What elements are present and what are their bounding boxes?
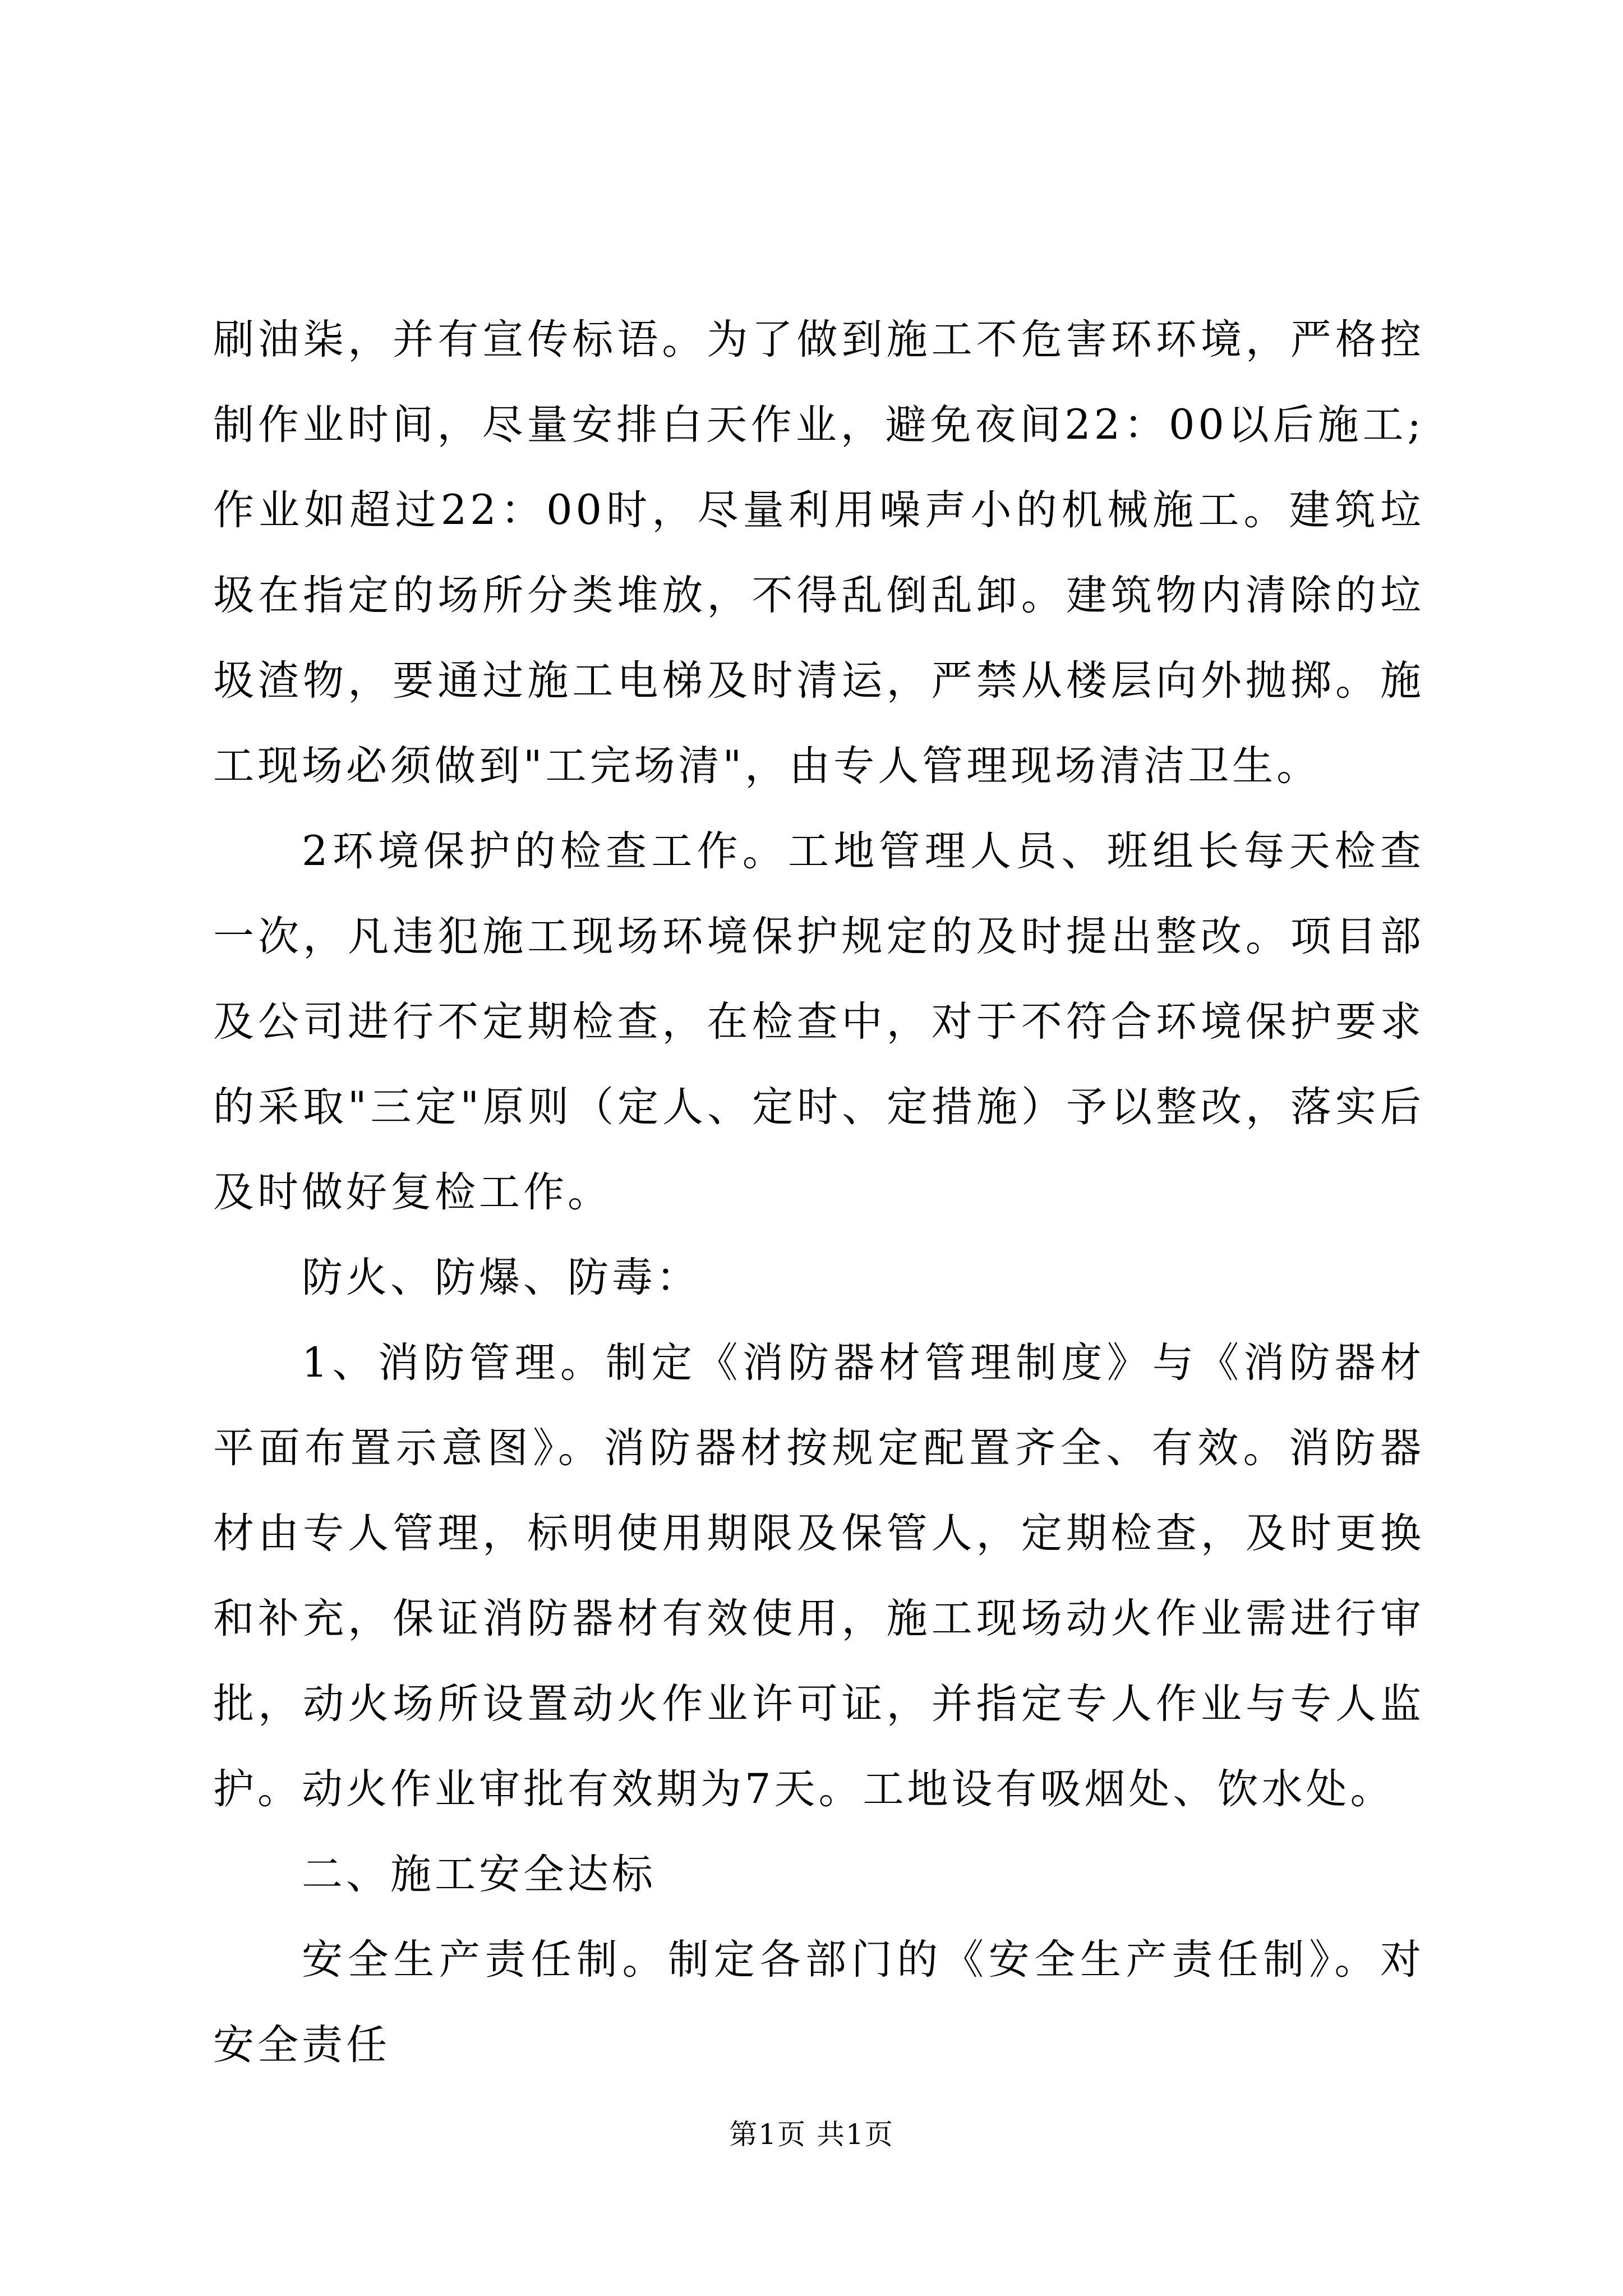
document-body: [213, 297, 1424, 2088]
paragraph-environment-inspection: 2环境保护的检查工作。工地管理人员、班组长每天检查一次，凡违犯施工现场环境保护规定的及时提出整改。项目部及公司进行不定期检查，在检查中，对于不符合环境保护要求的采取"三定"原则（定人、定时、定措施）予以整改，落实后及时做好复检工作。: [213, 827, 1424, 1216]
paragraph-safety-responsibility: 安全生产责任制。制定各部门的《安全生产责任制》。对安全责任: [213, 1936, 1424, 2069]
page-footer: 第1页 共1页: [729, 2118, 894, 2151]
section-heading-safety: 二、施工安全达标: [302, 1851, 656, 1898]
paragraph-environment-measures: 刷油柒，并有宣传标语。为了做到施工不危害环环境，严格控制作业时间，尽量安排白天作业，避免夜间22：00以后施工;作业如超过22：00时，尽量利用噪声小的机械施工。建筑垃圾在指定的场所分类堆放，不得乱倒乱卸。建筑物内清除的垃圾渣物，要通过施工电梯及时清运，严禁从楼层向外抛掷。施工现场必须做到"工完场清"，由专人管理现场清洁卫生。: [213, 316, 1424, 790]
paragraph-fire-heading: 防火、防爆、防毒：: [302, 1254, 700, 1301]
paragraph-fire-management: 1、消防管理。制定《消防器材管理制度》与《消防器材平面布置示意图》。消防器材按规定配置齐全、有效。消防器材由专人管理，标明使用期限及保管人，定期检查，及时更换和补充，保证消防器材有效使用，施工现场动火作业需进行审批，动火场所设置动火作业许可证，并指定专人作业与专人监护。动火作业审批有效期为7天。工地设有吸烟处、饮水处。: [213, 1339, 1424, 1813]
